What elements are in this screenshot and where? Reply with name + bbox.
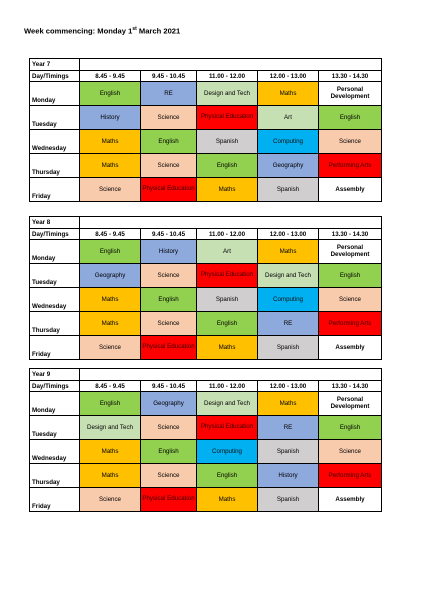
lesson-cell: Maths	[80, 154, 141, 178]
lesson-cell: Physical Education	[141, 488, 197, 512]
year-row-blank	[80, 369, 382, 381]
day-label: Tuesday	[30, 416, 80, 440]
day-row-wednesday	[30, 288, 382, 312]
day-label: Friday	[30, 178, 80, 202]
header-timing: 9.45 - 10.45	[141, 71, 197, 82]
lesson-cell: History	[80, 106, 141, 130]
title-suffix: March 2021	[136, 26, 181, 36]
page-title	[24, 26, 180, 36]
lesson-cell: English	[80, 240, 141, 264]
lesson-cell: History	[141, 240, 197, 264]
lesson-cell: Geography	[141, 392, 197, 416]
lesson-cell: English	[319, 106, 382, 130]
header-day-timings: Day/Timings	[30, 71, 80, 82]
lesson-cell: Maths	[258, 240, 319, 264]
lesson-cell: Personal Development	[319, 82, 382, 106]
header-timing: 9.45 - 10.45	[141, 381, 197, 392]
lesson-cell: Computing	[258, 288, 319, 312]
lesson-cell: Science	[319, 130, 382, 154]
lesson-cell: Science	[80, 488, 141, 512]
day-row-monday	[30, 82, 382, 106]
lesson-cell: History	[258, 464, 319, 488]
lesson-cell: Physical Education	[197, 416, 258, 440]
lesson-cell: English	[319, 416, 382, 440]
lesson-cell: English	[319, 264, 382, 288]
header-timing: 13.30 - 14.30	[319, 381, 382, 392]
lesson-cell: Geography	[80, 264, 141, 288]
lesson-cell: Computing	[258, 130, 319, 154]
lesson-cell: Art	[197, 240, 258, 264]
lesson-cell: English	[141, 440, 197, 464]
header-timing: 8.45 - 9.45	[80, 229, 141, 240]
lesson-cell: Science	[319, 288, 382, 312]
header-timing: 11.00 - 12.00	[197, 71, 258, 82]
lesson-cell: Design and Tech	[258, 264, 319, 288]
timetable-year-7	[29, 58, 382, 202]
day-row-tuesday	[30, 416, 382, 440]
lesson-cell: Science	[141, 312, 197, 336]
day-label: Monday	[30, 392, 80, 416]
header-timing: 12.00 - 13.00	[258, 71, 319, 82]
day-row-monday	[30, 392, 382, 416]
header-timing: 9.45 - 10.45	[141, 229, 197, 240]
lesson-cell: Maths	[197, 336, 258, 360]
day-label: Thursday	[30, 154, 80, 178]
header-timing: 11.00 - 12.00	[197, 229, 258, 240]
header-timing: 11.00 - 12.00	[197, 381, 258, 392]
day-row-tuesday	[30, 264, 382, 288]
lesson-cell: Science	[80, 178, 141, 202]
lesson-cell: Spanish	[258, 440, 319, 464]
header-timing: 12.00 - 13.00	[258, 381, 319, 392]
lesson-cell: Science	[80, 336, 141, 360]
lesson-cell: Geography	[258, 154, 319, 178]
lesson-cell: Spanish	[258, 488, 319, 512]
lesson-cell: Maths	[258, 392, 319, 416]
header-timing: 13.30 - 14.30	[319, 71, 382, 82]
lesson-cell: Design and Tech	[197, 392, 258, 416]
lesson-cell: Personal Development	[319, 240, 382, 264]
lesson-cell: Spanish	[258, 336, 319, 360]
day-row-wednesday	[30, 440, 382, 464]
lesson-cell: Performing Arts	[319, 154, 382, 178]
lesson-cell: Maths	[80, 440, 141, 464]
header-timing: 12.00 - 13.00	[258, 229, 319, 240]
lesson-cell: RE	[258, 416, 319, 440]
day-row-thursday	[30, 154, 382, 178]
header-day-timings: Day/Timings	[30, 381, 80, 392]
lesson-cell: Spanish	[197, 130, 258, 154]
day-label: Monday	[30, 240, 80, 264]
lesson-cell: Design and Tech	[197, 82, 258, 106]
lesson-cell: Science	[141, 264, 197, 288]
day-label: Tuesday	[30, 106, 80, 130]
lesson-cell: English	[141, 288, 197, 312]
lesson-cell: Maths	[80, 464, 141, 488]
lesson-cell: English	[141, 130, 197, 154]
day-row-tuesday	[30, 106, 382, 130]
lesson-cell: Maths	[197, 178, 258, 202]
timetable-year-9	[29, 368, 382, 512]
day-label: Thursday	[30, 312, 80, 336]
lesson-cell: Performing Arts	[319, 464, 382, 488]
day-label: Thursday	[30, 464, 80, 488]
lesson-cell: Performing Arts	[319, 312, 382, 336]
lesson-cell: Personal Development	[319, 392, 382, 416]
lesson-cell: Science	[141, 416, 197, 440]
year-row-blank	[80, 217, 382, 229]
lesson-cell: English	[80, 392, 141, 416]
lesson-cell: Spanish	[197, 288, 258, 312]
day-label: Wednesday	[30, 440, 80, 464]
lesson-cell: English	[197, 464, 258, 488]
lesson-cell: Physical Education	[141, 178, 197, 202]
day-label: Monday	[30, 82, 80, 106]
day-label: Wednesday	[30, 130, 80, 154]
title-prefix: Week commencing: Monday 1	[24, 26, 133, 36]
lesson-cell: Maths	[80, 288, 141, 312]
lesson-cell: Physical Education	[141, 336, 197, 360]
day-label: Friday	[30, 336, 80, 360]
lesson-cell: Assembly	[319, 488, 382, 512]
day-label: Friday	[30, 488, 80, 512]
timetable-year-8	[29, 216, 382, 360]
lesson-cell: Art	[258, 106, 319, 130]
lesson-cell: Physical Education	[197, 264, 258, 288]
header-day-timings: Day/Timings	[30, 229, 80, 240]
day-label: Wednesday	[30, 288, 80, 312]
lesson-cell: Spanish	[258, 178, 319, 202]
lesson-cell: Maths	[80, 130, 141, 154]
lesson-cell: RE	[141, 82, 197, 106]
day-row-thursday	[30, 464, 382, 488]
lesson-cell: Science	[141, 154, 197, 178]
lesson-cell: English	[197, 154, 258, 178]
year-label: Year 8	[30, 217, 80, 229]
day-row-monday	[30, 240, 382, 264]
lesson-cell: English	[80, 82, 141, 106]
header-timing: 13.30 - 14.30	[319, 229, 382, 240]
day-row-thursday	[30, 312, 382, 336]
lesson-cell: Maths	[258, 82, 319, 106]
day-label: Tuesday	[30, 264, 80, 288]
lesson-cell: RE	[258, 312, 319, 336]
lesson-cell: Assembly	[319, 178, 382, 202]
year-row-blank	[80, 59, 382, 71]
day-row-wednesday	[30, 130, 382, 154]
year-label: Year 7	[30, 59, 80, 71]
day-row-friday	[30, 336, 382, 360]
header-timing: 8.45 - 9.45	[80, 381, 141, 392]
year-label: Year 9	[30, 369, 80, 381]
title-superscript: st	[132, 26, 137, 32]
header-timing: 8.45 - 9.45	[80, 71, 141, 82]
lesson-cell: Maths	[197, 488, 258, 512]
lesson-cell: Assembly	[319, 336, 382, 360]
lesson-cell: English	[197, 312, 258, 336]
day-row-friday	[30, 178, 382, 202]
lesson-cell: Physical Education	[197, 106, 258, 130]
lesson-cell: Design and Tech	[80, 416, 141, 440]
lesson-cell: Science	[319, 440, 382, 464]
day-row-friday	[30, 488, 382, 512]
lesson-cell: Computing	[197, 440, 258, 464]
lesson-cell: Maths	[80, 312, 141, 336]
lesson-cell: Science	[141, 464, 197, 488]
lesson-cell: Science	[141, 106, 197, 130]
